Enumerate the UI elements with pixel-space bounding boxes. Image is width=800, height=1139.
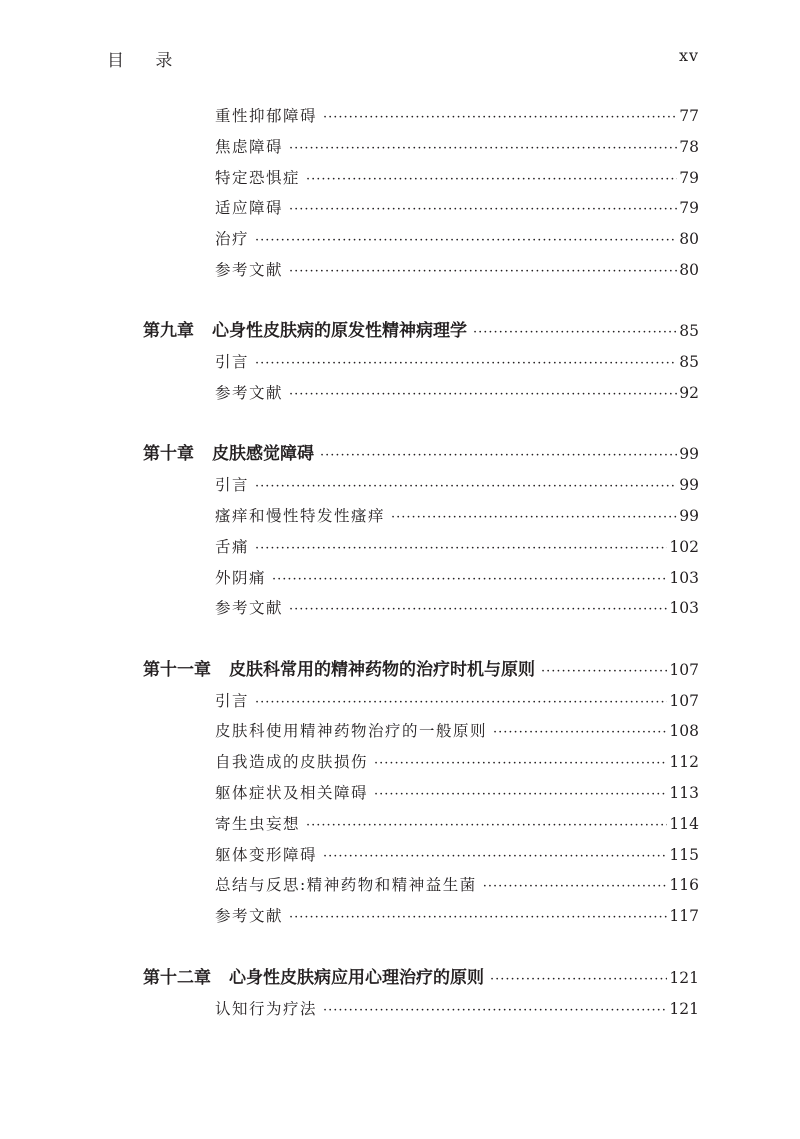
page-number: 108 — [669, 722, 699, 740]
page-number: 99 — [679, 507, 699, 525]
chapter-number: 第十一章 — [143, 660, 211, 680]
page-number: 115 — [669, 846, 699, 864]
toc-entry-line — [215, 258, 699, 282]
chapter-number: 第十章 — [143, 444, 194, 464]
dot-leader — [289, 383, 677, 407]
entry-title: 躯体变形障碍 — [215, 846, 318, 864]
page-number: 85 — [679, 322, 699, 340]
dot-leader — [323, 999, 667, 1023]
chapter-number: 第十二章 — [143, 968, 211, 988]
page-number: 121 — [669, 969, 699, 987]
dot-leader — [374, 783, 667, 807]
dot-leader — [255, 229, 677, 253]
toc-entry-line — [215, 227, 699, 251]
page-number: 79 — [679, 169, 699, 187]
entry-title: 焦虑障碍 — [215, 138, 284, 156]
entry-title: 参考文献 — [215, 907, 284, 925]
dot-leader — [306, 814, 667, 838]
entry-title: 瘙痒和慢性特发性瘙痒 — [215, 507, 386, 525]
dot-leader — [255, 352, 677, 376]
page-number: 107 — [669, 661, 699, 679]
dot-leader — [272, 568, 667, 592]
dot-leader — [289, 598, 667, 622]
page-number: 80 — [679, 230, 699, 248]
entry-title: 重性抑郁障碍 — [215, 107, 318, 125]
page-number: 77 — [679, 107, 699, 125]
dot-leader — [289, 198, 677, 222]
toc-entry-line — [215, 812, 699, 836]
entry-title: 引言 — [215, 353, 250, 371]
entry-title: 认知行为疗法 — [215, 1000, 318, 1018]
toc-entry-line — [215, 750, 699, 774]
dot-leader — [255, 537, 667, 561]
toc-entry-line — [215, 350, 699, 374]
running-header-title: 目 录 — [107, 51, 186, 71]
toc-entry-line — [215, 719, 699, 743]
page-number: 85 — [679, 353, 699, 371]
running-header-page-number: xv — [678, 46, 699, 65]
page-number: 107 — [669, 692, 699, 710]
toc-entry-line — [215, 843, 699, 867]
entry-title: 躯体症状及相关障碍 — [215, 784, 369, 802]
toc-chapter-line — [143, 442, 699, 466]
dot-leader — [490, 968, 667, 992]
page-number: 79 — [679, 199, 699, 217]
toc-entry-line — [215, 196, 699, 220]
toc-entry-line — [215, 135, 699, 159]
page-number: 116 — [669, 876, 699, 894]
toc-entry-line — [215, 873, 699, 897]
page-number: 92 — [679, 384, 699, 402]
page-number: 80 — [679, 261, 699, 279]
entry-title: 舌痛 — [215, 538, 250, 556]
entry-title: 参考文献 — [215, 599, 284, 617]
toc-entry-line — [215, 997, 699, 1021]
dot-leader — [320, 444, 677, 468]
page-number: 78 — [679, 138, 699, 156]
dot-leader — [255, 475, 677, 499]
dot-leader — [289, 260, 677, 284]
entry-title: 治疗 — [215, 230, 250, 248]
toc-entry-line — [215, 473, 699, 497]
dot-leader — [483, 875, 668, 899]
page-number: 117 — [669, 907, 699, 925]
dot-leader — [374, 752, 667, 776]
dot-leader — [289, 906, 667, 930]
toc-entry-line — [215, 689, 699, 713]
dot-leader — [306, 168, 677, 192]
page-number: 114 — [669, 815, 699, 833]
dot-leader — [255, 691, 667, 715]
entry-title: 参考文献 — [215, 384, 284, 402]
entry-title: 外阴痛 — [215, 569, 267, 587]
entry-title: 引言 — [215, 692, 250, 710]
toc-entry-line — [215, 781, 699, 805]
page-number: 112 — [669, 753, 699, 771]
dot-leader — [323, 845, 667, 869]
toc-entry-line — [215, 381, 699, 405]
toc-entry-line — [215, 566, 699, 590]
entry-title: 皮肤科使用精神药物治疗的一般原则 — [215, 722, 488, 740]
toc-chapter-line — [143, 319, 699, 343]
page-number: 103 — [669, 599, 699, 617]
page-number: 103 — [669, 569, 699, 587]
entry-title: 寄生虫妄想 — [215, 815, 301, 833]
page-number: 102 — [669, 538, 699, 556]
dot-leader — [473, 321, 677, 345]
page-number: 113 — [669, 784, 699, 802]
entry-title: 参考文献 — [215, 261, 284, 279]
entry-title: 适应障碍 — [215, 199, 284, 217]
chapter-title: 心身性皮肤病的原发性精神病理学 — [212, 321, 467, 341]
dot-leader — [541, 660, 667, 684]
entry-title: 引言 — [215, 476, 250, 494]
toc-chapter-line — [143, 658, 699, 682]
page-number: 99 — [679, 476, 699, 494]
toc-entry-line — [215, 166, 699, 190]
entry-title: 总结与反思:精神药物和精神益生菌 — [215, 876, 477, 894]
chapter-title: 皮肤感觉障碍 — [212, 444, 314, 464]
toc-chapter-line — [143, 966, 699, 990]
chapter-title: 皮肤科常用的精神药物的治疗时机与原则 — [229, 660, 535, 680]
toc-entry-line — [215, 504, 699, 528]
toc-entry-line — [215, 104, 699, 128]
entry-title: 特定恐惧症 — [215, 169, 301, 187]
dot-leader — [289, 137, 677, 161]
dot-leader — [391, 506, 677, 530]
dot-leader — [323, 106, 677, 130]
chapter-number: 第九章 — [143, 321, 194, 341]
toc-entry-line — [215, 535, 699, 559]
dot-leader — [493, 721, 667, 745]
toc-entry-line — [215, 904, 699, 928]
toc-entry-line — [215, 596, 699, 620]
entry-title: 自我造成的皮肤损伤 — [215, 753, 369, 771]
page-number: 121 — [669, 1000, 699, 1018]
page-number: 99 — [679, 445, 699, 463]
chapter-title: 心身性皮肤病应用心理治疗的原则 — [229, 968, 484, 988]
